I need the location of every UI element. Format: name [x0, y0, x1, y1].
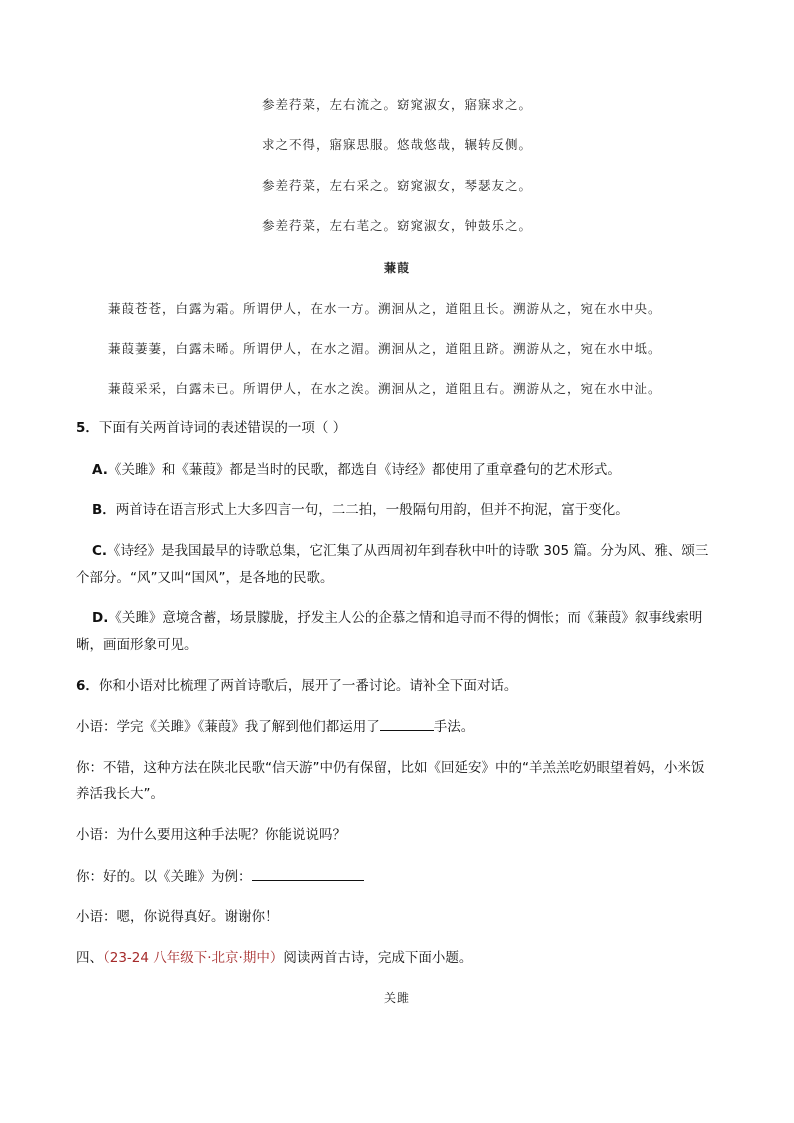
option-label: C. — [92, 543, 108, 559]
option-d — [92, 606, 726, 631]
poem-line: 求之不得，寤寐思服。悠哉悠哉，辗转反侧。 — [261, 137, 532, 152]
option-text: 《诗经》是我国最早的诗歌总集，它汇集了从西周初年到春秋中叶的诗歌 305 篇。分为风、雅、颂三 — [107, 543, 709, 559]
section-4-heading — [76, 946, 726, 971]
dialog-line-continued: 养活我长大”。 — [76, 786, 164, 802]
section-prefix: 四、 — [76, 950, 103, 966]
answer-blank[interactable] — [252, 866, 364, 881]
section-text: 阅读两首古诗，完成下面小题。 — [283, 950, 473, 966]
source-tag: （23-24 八年级下·北京·期中） — [103, 950, 284, 966]
option-label: B． — [92, 502, 116, 518]
poem-line: 参差荇菜，左右流之。窈窕淑女，寤寐求之。 — [261, 97, 532, 112]
option-a — [92, 458, 726, 483]
poem-line: 蒹葭采采，白露未已。所谓伊人，在水之涘。溯洄从之，道阻且右。溯游从之，宛在水中沚。 — [108, 381, 662, 396]
poem-line: 蒹葭苍苍，白露为霜。所谓伊人，在水一方。溯洄从之，道阻且长。溯游从之，宛在水中央。 — [108, 301, 662, 316]
dialog-line: 小语：为什么要用这种手法呢？你能说说吗？ — [76, 827, 346, 843]
option-text: 《关雎》意境含蓄，场景朦胧，抒发主人公的企慕之情和追寻而不得的惆怅；而《蒹葭》叙事线索明 — [108, 610, 703, 626]
option-text: 两首诗在语言形式上大多四言一句，二二拍，一般隔句用韵，但并不拘泥，富于变化。 — [115, 502, 629, 518]
option-b — [92, 498, 726, 523]
poem-line: 参差荇菜，左右采之。窈窕淑女，琴瑟友之。 — [261, 178, 532, 193]
dialog-line: 你：不错，这种方法在陕北民歌“信天游”中仍有保留，比如《回延安》中的“羊羔羔吃奶眼望着妈，小米饭 — [76, 760, 705, 776]
poem-title: 关雎 — [383, 991, 410, 1005]
answer-blank[interactable] — [380, 716, 434, 731]
question-text: 下面有关两首诗词的表述错误的一项（ ） — [98, 420, 347, 436]
question-5-stem — [76, 416, 726, 441]
option-label: A. — [92, 462, 108, 478]
question-number: 6． — [76, 678, 99, 694]
dialog-line — [76, 865, 726, 890]
poem-line: 蒹葭萋萋，白露未晞。所谓伊人，在水之湄。溯洄从之，道阻且跻。溯游从之，宛在水中坻。 — [108, 341, 662, 356]
poem-title: 蒹葭 — [383, 261, 410, 275]
option-c-continued: 个部分。“风”又叫“国风”，是各地的民歌。 — [76, 570, 334, 586]
question-6-stem — [76, 674, 726, 699]
question-number: 5． — [76, 420, 99, 436]
dialog-line: 小语：嗯，你说得真好。谢谢你！ — [76, 909, 279, 925]
dialog-text: 你：好的。以《关雎》为例： — [76, 869, 252, 885]
dialog-text: 手法。 — [433, 719, 475, 735]
dialog-line — [76, 715, 726, 740]
poem-line: 参差荇菜，左右芼之。窈窕淑女，钟鼓乐之。 — [261, 218, 532, 233]
option-d-continued: 晰，画面形象可见。 — [76, 637, 198, 653]
option-text: 《关雎》和《蒹葭》都是当时的民歌，都选自《诗经》都使用了重章叠句的艺术形式。 — [107, 462, 621, 478]
option-c — [92, 539, 726, 564]
option-label: D. — [92, 610, 109, 626]
question-text: 你和小语对比梳理了两首诗歌后，展开了一番讨论。请补全下面对话。 — [98, 678, 518, 694]
dialog-text: 小语：学完《关雎》《蒹葭》我了解到他们都运用了 — [76, 719, 380, 735]
